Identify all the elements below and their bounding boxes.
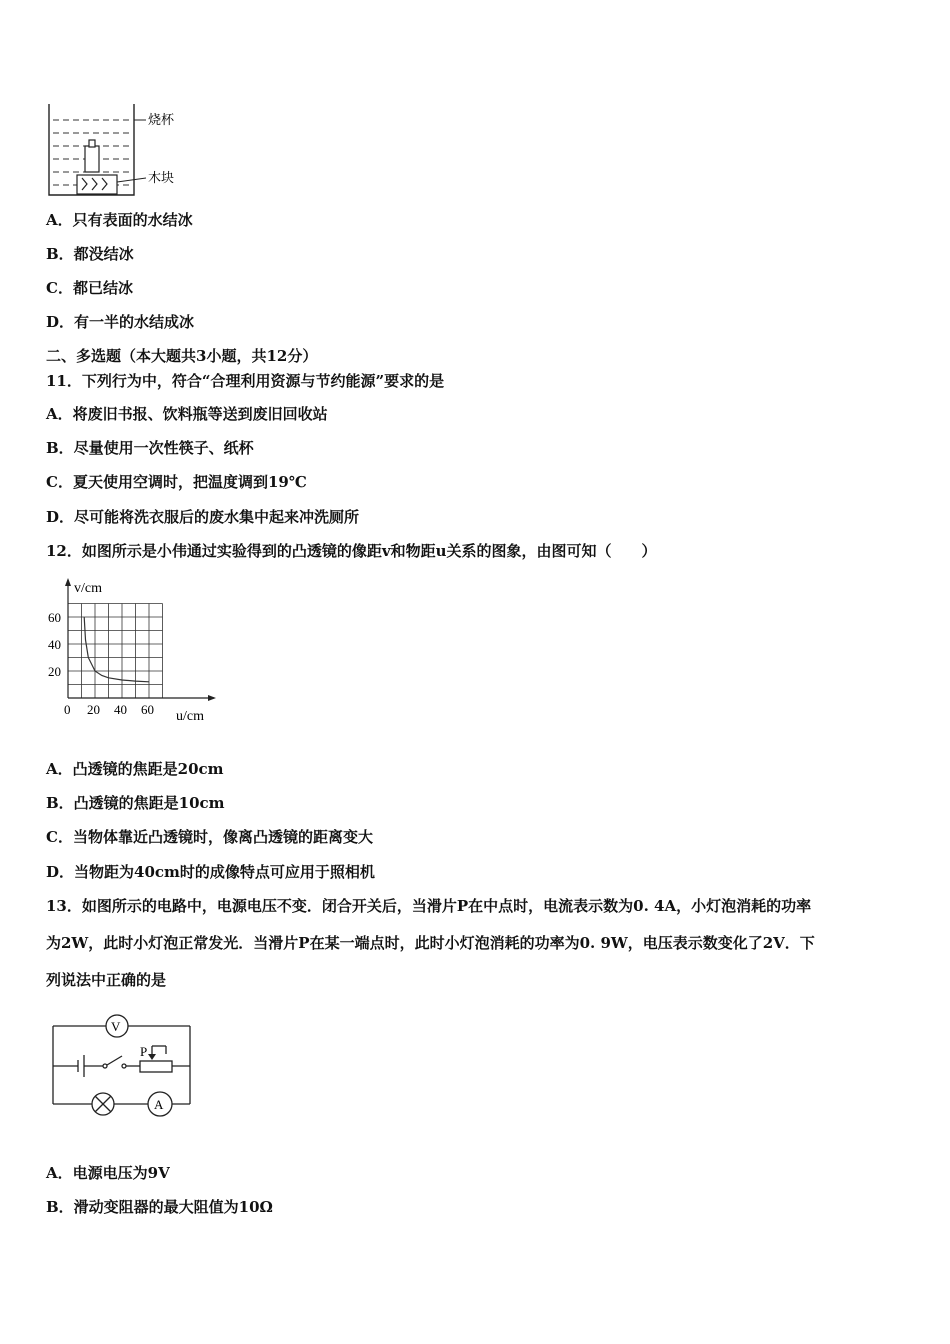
x-tick-label: 0 <box>64 702 71 717</box>
series-line <box>84 617 149 682</box>
beaker-label: 烧杯 <box>148 112 175 127</box>
chart-grid <box>68 604 163 699</box>
q13-stem-line2: 为2W，此时小灯泡正常发光．当滑片P在某一端点时，此时小灯泡消耗的功率为0. 9W，电压表示数变化了2V．下 <box>46 934 815 952</box>
ammeter-label: A <box>154 1097 164 1112</box>
circuit-diagram <box>48 1010 198 1120</box>
x-tick-label: 40 <box>114 702 127 717</box>
x-tick-label: 20 <box>87 702 100 717</box>
q13-stem-line3: 列说法中正确的是 <box>46 971 167 989</box>
q10-option-a: A．只有表面的水结冰 <box>46 211 193 229</box>
q13-option-a: A．电源电压为9V <box>46 1164 170 1182</box>
q11-stem: 11．下列行为中，符合“合理利用资源与节约能源”要求的是 <box>46 372 445 390</box>
q10-option-b: B．都没结冰 <box>46 245 134 263</box>
x-tick-label: 60 <box>141 702 154 717</box>
vu-chart <box>44 574 224 724</box>
q12-option-b: B．凸透镜的焦距是10cm <box>46 794 225 812</box>
q10-option-d: D．有一半的水结成冰 <box>46 313 195 331</box>
slider-label: P <box>140 1044 148 1059</box>
slider-arrow-head <box>148 1054 156 1060</box>
y-tick-label: 40 <box>48 637 61 652</box>
q13-stem-line1: 13．如图所示的电路中，电源电压不变．闭合开关后，当滑片P在中点时，电流表示数为0. 4A，小灯泡消耗的功率 <box>46 897 812 915</box>
x-axis-arrow <box>208 695 216 701</box>
q11-option-d: D．尽可能将洗衣服后的废水集中起来冲洗厕所 <box>46 508 360 526</box>
beaker-diagram <box>44 100 194 200</box>
voltmeter-label: V <box>111 1019 121 1034</box>
q11-option-c: C．夏天使用空调时，把温度调到19℃ <box>46 473 307 491</box>
q11-option-b: B．尽量使用一次性筷子、纸杯 <box>46 439 254 457</box>
beaker-figure <box>44 100 194 200</box>
x-axis-label: u/cm <box>176 709 204 724</box>
q13-option-b: B．滑动变阻器的最大阻值为10Ω <box>46 1198 273 1216</box>
q12-option-a: A．凸透镜的焦距是20cm <box>46 760 224 778</box>
q10-option-c: C．都已结冰 <box>46 279 133 297</box>
section-title: 二、多选题（本大题共3小题，共12分） <box>46 347 318 365</box>
block-label: 木块 <box>148 170 175 185</box>
y-axis-label: v/cm <box>74 581 102 596</box>
q12-stem: 12．如图所示是小伟通过实验得到的凸透镜的像距v和物距u关系的图象，由图可知（ ） <box>46 542 657 560</box>
q12-option-d: D．当物距为40cm时的成像特点可应用于照相机 <box>46 863 375 881</box>
q11-option-a: A．将废旧书报、饮料瓶等送到废旧回收站 <box>46 405 328 423</box>
circuit-figure <box>48 1010 198 1120</box>
y-tick-label: 60 <box>48 610 61 625</box>
vu-chart-svg <box>44 574 224 724</box>
y-axis-arrow <box>65 578 71 586</box>
q12-option-c: C．当物体靠近凸透镜时，像离凸透镜的距离变大 <box>46 828 373 846</box>
y-tick-label: 20 <box>48 664 61 679</box>
